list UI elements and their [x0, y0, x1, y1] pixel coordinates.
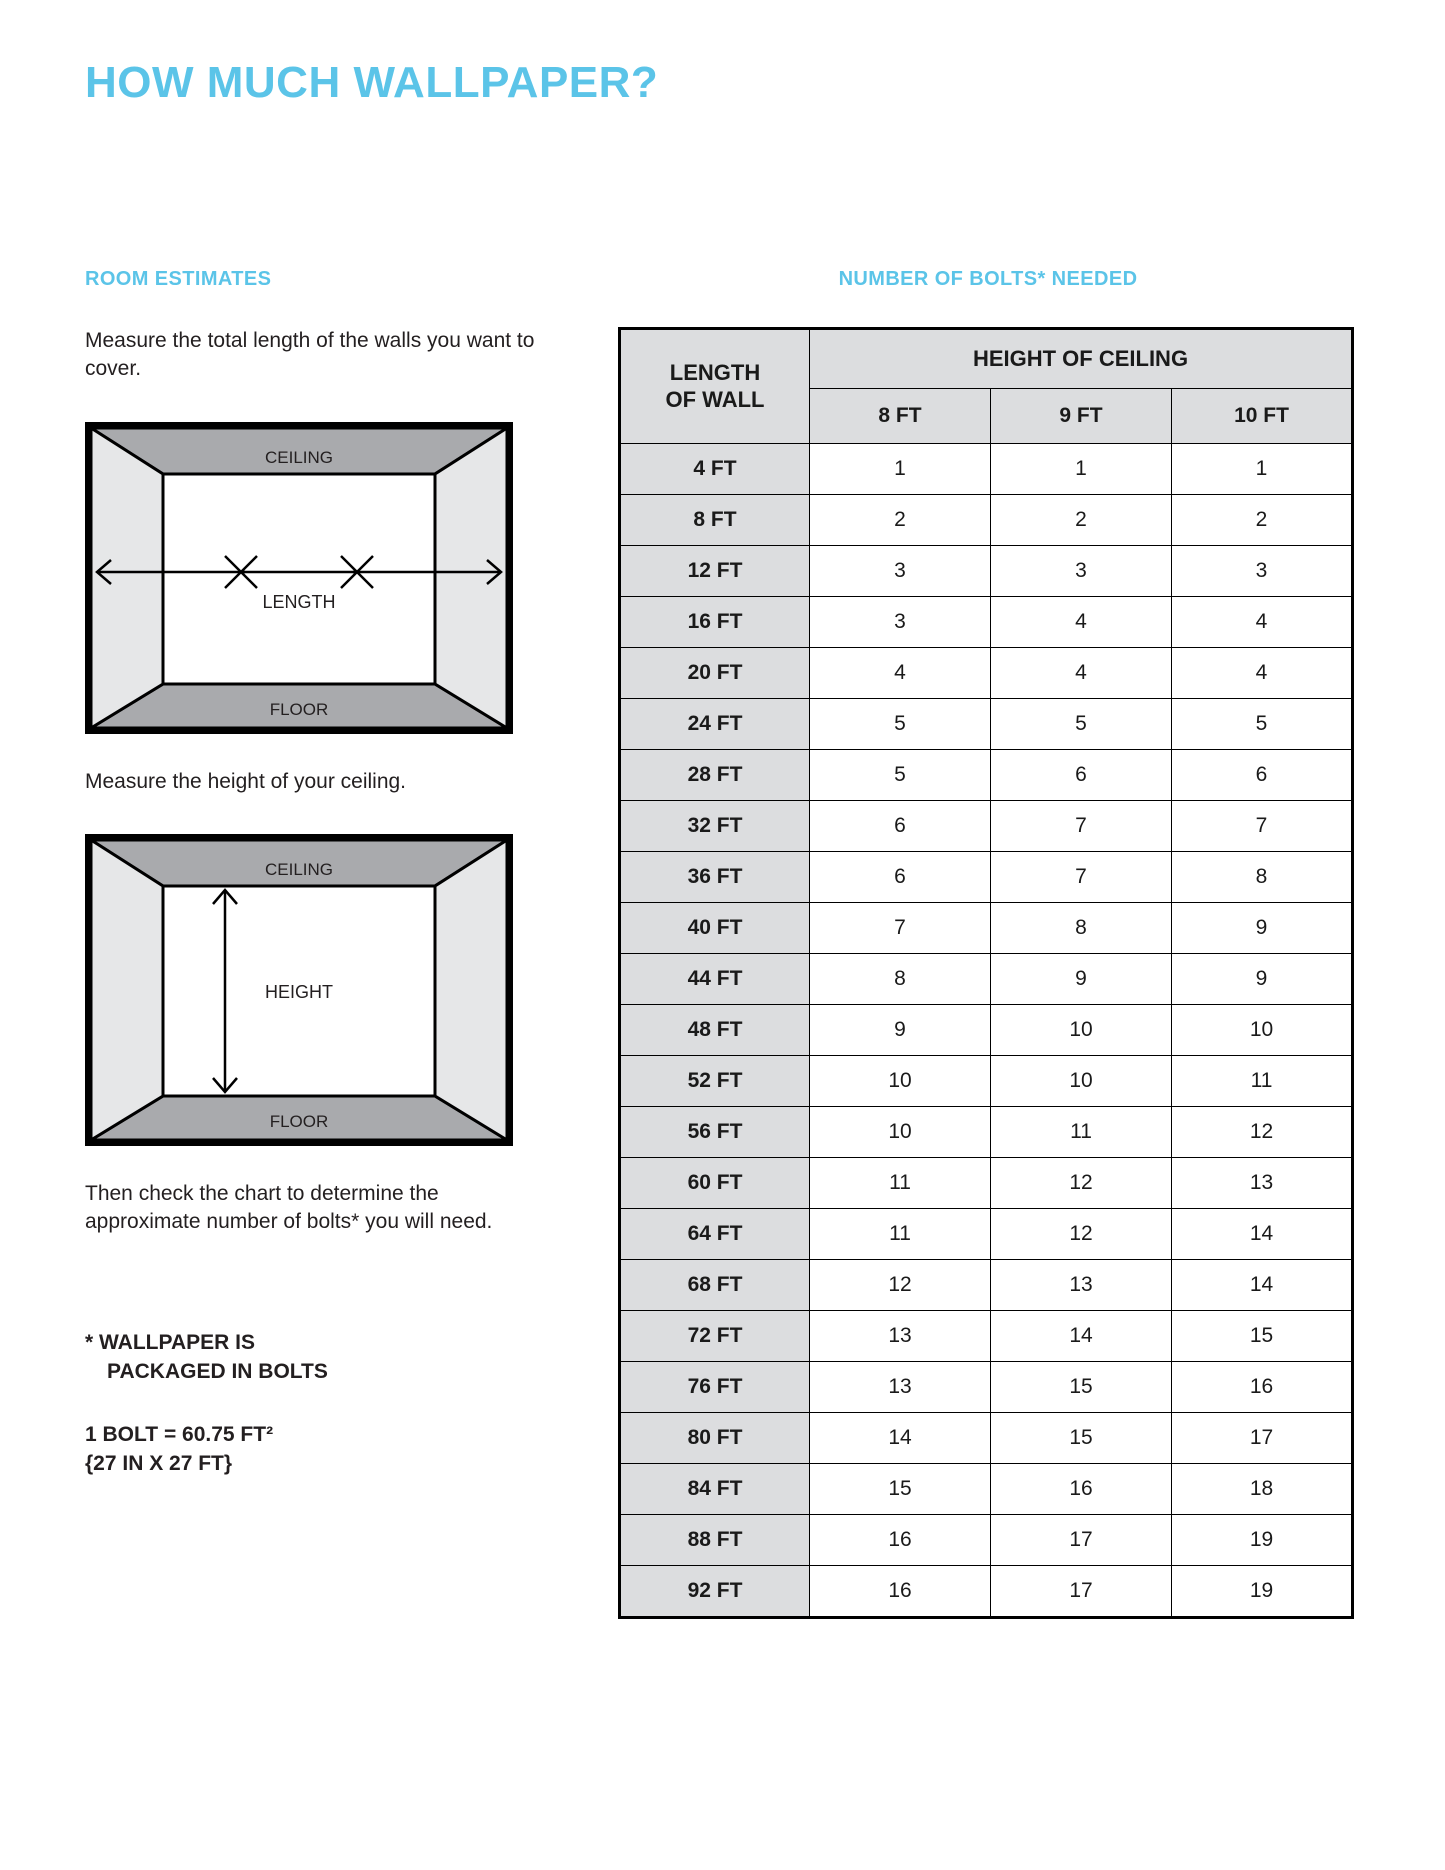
cell-8ft: 16 — [810, 1566, 991, 1618]
row-label: 32 FT — [620, 801, 810, 852]
cell-9ft: 5 — [991, 699, 1172, 750]
cell-9ft: 15 — [991, 1413, 1172, 1464]
cell-9ft: 17 — [991, 1566, 1172, 1618]
cell-9ft: 2 — [991, 495, 1172, 546]
cell-10ft: 7 — [1172, 801, 1353, 852]
bolts-table-heading: NUMBER OF BOLTS* NEEDED — [838, 268, 1138, 290]
cell-9ft: 10 — [991, 1005, 1172, 1056]
row-label: 76 FT — [620, 1362, 810, 1413]
cell-9ft: 4 — [991, 648, 1172, 699]
table-row — [620, 699, 1353, 750]
diagram-floor-label: FLOOR — [269, 699, 329, 719]
row-label: 68 FT — [620, 1260, 810, 1311]
table-row — [620, 1158, 1353, 1209]
table-row — [620, 1311, 1353, 1362]
diagram-height-label: HEIGHT — [264, 982, 334, 1003]
cell-9ft: 15 — [991, 1362, 1172, 1413]
table-row — [620, 801, 1353, 852]
cell-8ft: 13 — [810, 1362, 991, 1413]
cell-8ft: 13 — [810, 1311, 991, 1362]
cell-10ft: 16 — [1172, 1362, 1353, 1413]
cell-10ft: 9 — [1172, 954, 1353, 1005]
footnote-line-2: PACKAGED IN BOLTS — [107, 1359, 328, 1383]
table-row — [620, 1362, 1353, 1413]
row-label: 16 FT — [620, 597, 810, 648]
table-row — [620, 1566, 1353, 1618]
row-label: 88 FT — [620, 1515, 810, 1566]
cell-9ft: 12 — [991, 1209, 1172, 1260]
bolts-table-section — [618, 268, 1358, 1619]
row-label: 28 FT — [620, 750, 810, 801]
table-row — [620, 1005, 1353, 1056]
room-diagram-length — [85, 422, 513, 734]
instruction-paragraph-2: Measure the height of your ceiling. — [85, 769, 407, 793]
diagram-ceiling-label: CEILING — [264, 447, 334, 467]
cell-8ft: 15 — [810, 1464, 991, 1515]
table-header-row-group — [620, 329, 1353, 389]
cell-10ft: 13 — [1172, 1158, 1353, 1209]
cell-10ft: 12 — [1172, 1107, 1353, 1158]
row-label: 12 FT — [620, 546, 810, 597]
cell-10ft: 6 — [1172, 750, 1353, 801]
cell-10ft: 10 — [1172, 1005, 1353, 1056]
cell-8ft: 16 — [810, 1515, 991, 1566]
cell-9ft: 12 — [991, 1158, 1172, 1209]
table-row — [620, 954, 1353, 1005]
cell-10ft: 19 — [1172, 1515, 1353, 1566]
cell-9ft: 11 — [991, 1107, 1172, 1158]
table-row — [620, 1464, 1353, 1515]
row-label: 60 FT — [620, 1158, 810, 1209]
cell-10ft: 2 — [1172, 495, 1353, 546]
cell-10ft: 4 — [1172, 648, 1353, 699]
cell-10ft: 19 — [1172, 1566, 1353, 1618]
cell-10ft: 11 — [1172, 1056, 1353, 1107]
row-label: 36 FT — [620, 852, 810, 903]
cell-8ft: 5 — [810, 699, 991, 750]
cell-9ft: 7 — [991, 852, 1172, 903]
cell-8ft: 8 — [810, 954, 991, 1005]
cell-8ft: 11 — [810, 1209, 991, 1260]
diagram2-ceiling-label: CEILING — [264, 860, 334, 880]
cell-8ft: 2 — [810, 495, 991, 546]
cell-10ft: 5 — [1172, 699, 1353, 750]
row-label: 56 FT — [620, 1107, 810, 1158]
diagram2-floor-label: FLOOR — [269, 1112, 329, 1132]
table-row — [620, 1056, 1353, 1107]
table-row — [620, 495, 1353, 546]
cell-8ft: 1 — [810, 444, 991, 495]
bolts-table — [618, 327, 1354, 1619]
table-row — [620, 1209, 1353, 1260]
cell-10ft: 14 — [1172, 1209, 1353, 1260]
table-row — [620, 1515, 1353, 1566]
cell-8ft: 5 — [810, 750, 991, 801]
table-row — [620, 1107, 1353, 1158]
row-label: 24 FT — [620, 699, 810, 750]
cell-10ft: 3 — [1172, 546, 1353, 597]
row-label: 4 FT — [620, 444, 810, 495]
cell-8ft: 6 — [810, 801, 991, 852]
cell-8ft: 14 — [810, 1413, 991, 1464]
cell-10ft: 17 — [1172, 1413, 1353, 1464]
cell-9ft: 10 — [991, 1056, 1172, 1107]
instruction-paragraph-3: Then check the chart to determine the approximate number of bolts* you will need. — [85, 1182, 493, 1234]
table-row — [620, 444, 1353, 495]
cell-9ft: 3 — [991, 546, 1172, 597]
table-row — [620, 750, 1353, 801]
cell-8ft: 3 — [810, 546, 991, 597]
cell-8ft: 4 — [810, 648, 991, 699]
room-estimates-section — [85, 268, 555, 1479]
cell-9ft: 13 — [991, 1260, 1172, 1311]
cell-9ft: 14 — [991, 1311, 1172, 1362]
diagram-length-label: LENGTH — [262, 591, 336, 612]
row-label: 8 FT — [620, 495, 810, 546]
length-of-wall-header-line2: OF WALL — [665, 386, 765, 412]
column-header-8ft: 8 FT — [810, 389, 991, 444]
cell-10ft: 4 — [1172, 597, 1353, 648]
cell-8ft: 12 — [810, 1260, 991, 1311]
height-of-ceiling-header: HEIGHT OF CEILING — [810, 329, 1353, 389]
cell-9ft: 9 — [991, 954, 1172, 1005]
row-label: 40 FT — [620, 903, 810, 954]
length-of-wall-header — [620, 329, 810, 444]
cell-10ft: 9 — [1172, 903, 1353, 954]
row-label: 92 FT — [620, 1566, 810, 1618]
table-row — [620, 1413, 1353, 1464]
bolt-definition-line-2: {27 IN X 27 FT} — [85, 1451, 233, 1475]
cell-9ft: 8 — [991, 903, 1172, 954]
table-row — [620, 597, 1353, 648]
row-label: 80 FT — [620, 1413, 810, 1464]
cell-8ft: 11 — [810, 1158, 991, 1209]
cell-8ft: 10 — [810, 1107, 991, 1158]
row-label: 44 FT — [620, 954, 810, 1005]
cell-10ft: 1 — [1172, 444, 1353, 495]
row-label: 64 FT — [620, 1209, 810, 1260]
cell-9ft: 16 — [991, 1464, 1172, 1515]
cell-9ft: 17 — [991, 1515, 1172, 1566]
cell-9ft: 1 — [991, 444, 1172, 495]
cell-10ft: 14 — [1172, 1260, 1353, 1311]
column-header-9ft: 9 FT — [991, 389, 1172, 444]
table-row — [620, 1260, 1353, 1311]
cell-8ft: 10 — [810, 1056, 991, 1107]
cell-8ft: 6 — [810, 852, 991, 903]
row-label: 84 FT — [620, 1464, 810, 1515]
table-row — [620, 903, 1353, 954]
cell-9ft: 4 — [991, 597, 1172, 648]
bolt-definition-line-1: 1 BOLT = 60.75 FT² — [85, 1422, 274, 1446]
row-label: 52 FT — [620, 1056, 810, 1107]
cell-9ft: 7 — [991, 801, 1172, 852]
bolts-table-body — [620, 444, 1353, 1618]
page-title: HOW MUCH WALLPAPER? — [85, 58, 659, 107]
room-estimates-heading: ROOM ESTIMATES — [85, 268, 272, 290]
table-row — [620, 648, 1353, 699]
cell-8ft: 7 — [810, 903, 991, 954]
table-row — [620, 852, 1353, 903]
cell-10ft: 18 — [1172, 1464, 1353, 1515]
row-label: 20 FT — [620, 648, 810, 699]
bolt-definition — [85, 1421, 555, 1479]
wallpaper-footnote — [85, 1329, 555, 1387]
length-of-wall-header-line1: LENGTH — [669, 360, 761, 386]
row-label: 72 FT — [620, 1311, 810, 1362]
cell-8ft: 3 — [810, 597, 991, 648]
row-label: 48 FT — [620, 1005, 810, 1056]
cell-10ft: 8 — [1172, 852, 1353, 903]
column-header-10ft: 10 FT — [1172, 389, 1353, 444]
cell-8ft: 9 — [810, 1005, 991, 1056]
room-diagram-height — [85, 834, 513, 1146]
table-row — [620, 546, 1353, 597]
cell-9ft: 6 — [991, 750, 1172, 801]
instruction-paragraph-1: Measure the total length of the walls you want to cover. — [85, 329, 535, 381]
cell-10ft: 15 — [1172, 1311, 1353, 1362]
footnote-line-1: * WALLPAPER IS — [85, 1330, 255, 1354]
